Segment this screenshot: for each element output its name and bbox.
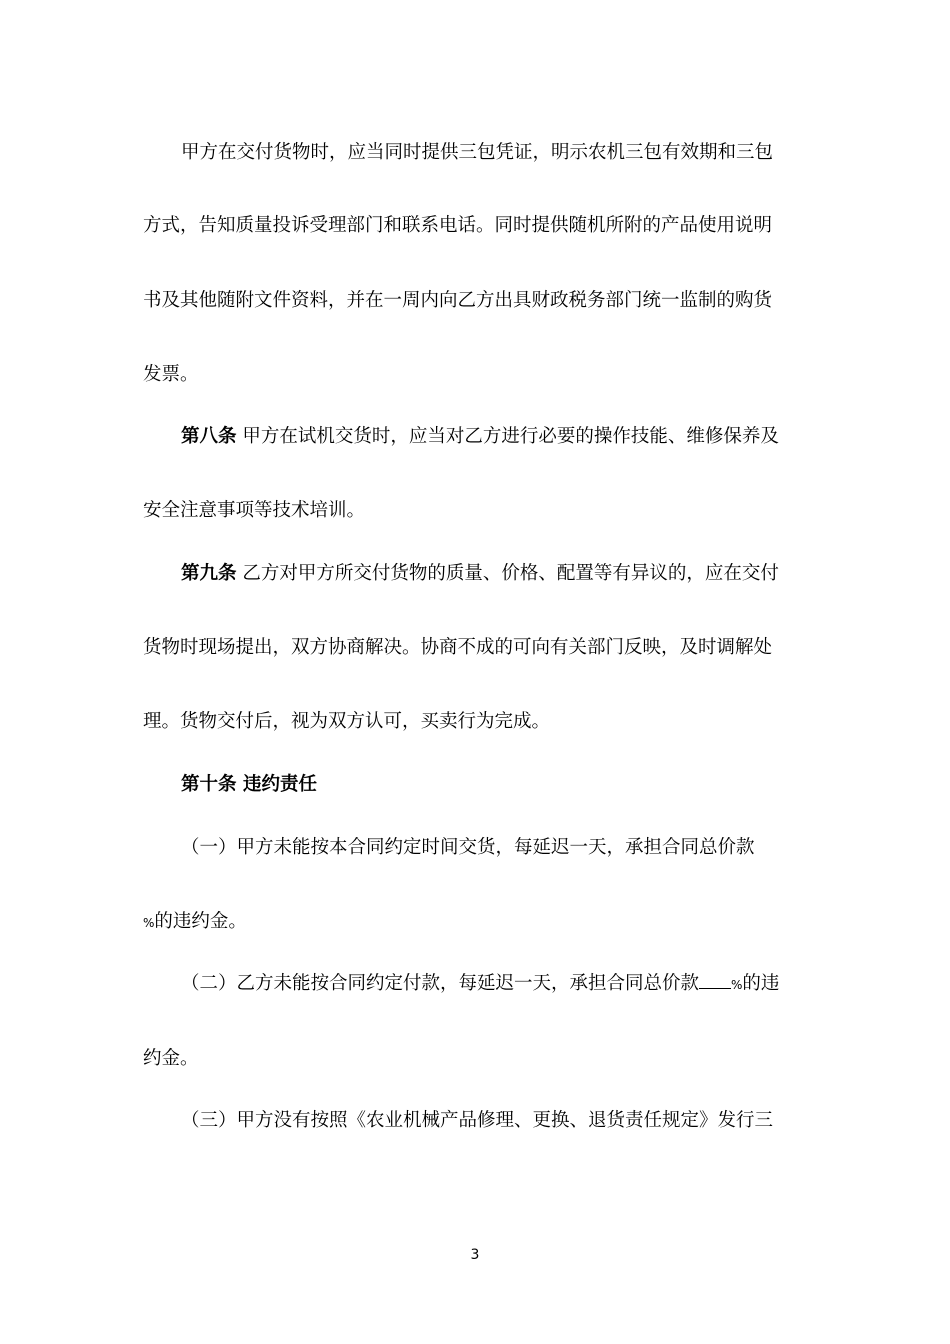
paragraph-line: 理。货物交付后，视为双方认可，买卖行为完成。 (143, 711, 551, 732)
article-8-text: 甲方在试机交货时，应当对乙方进行必要的操作技能、维修保养及 (236, 426, 779, 447)
item-1-text: 的违约金。 (154, 911, 247, 932)
paragraph-line: 发票。 (143, 364, 199, 385)
article-8-line (181, 425, 779, 449)
item-2-text-end: 的违 (742, 973, 780, 994)
page-number: 3 (470, 1247, 480, 1263)
fill-in-blank (699, 972, 731, 989)
item-1-line-2 (143, 910, 247, 935)
paragraph-line: 方式，告知质量投诉受理部门和联系电话。同时提供随机所附的产品使用说明 (143, 215, 773, 236)
paragraph-line: 货物时现场提出，双方协商解决。协商不成的可向有关部门反映，及时调解处 (143, 637, 773, 658)
item-2-text: （二）乙方未能按合同约定付款，每延迟一天，承担合同总价款 (181, 973, 700, 994)
percent-sign: % (143, 916, 155, 930)
paragraph-line: 安全注意事项等技术培训。 (143, 500, 366, 521)
item-1-line: （一）甲方未能按本合同约定时间交货，每延迟一天，承担合同总价款 (181, 837, 755, 858)
item-2-line (181, 972, 779, 997)
item-3-line: （三）甲方没有按照《农业机械产品修理、更换、退货责任规定》发行三 (181, 1110, 774, 1131)
article-10-heading: 第十条 违约责任 (181, 774, 317, 795)
percent-sign: % (731, 978, 743, 992)
article-9-line (181, 562, 779, 586)
article-9-heading: 第九条 (181, 563, 237, 584)
article-8-heading: 第八条 (181, 426, 237, 447)
paragraph-line: 书及其他随附文件资料，并在一周内向乙方出具财政税务部门统一监制的购货 (143, 290, 773, 311)
paragraph-line: 约金。 (143, 1048, 199, 1069)
paragraph-line: 甲方在交付货物时，应当同时提供三包凭证，明示农机三包有效期和三包 (181, 142, 774, 163)
article-9-text: 乙方对甲方所交付货物的质量、价格、配置等有异议的，应在交付 (236, 563, 779, 584)
